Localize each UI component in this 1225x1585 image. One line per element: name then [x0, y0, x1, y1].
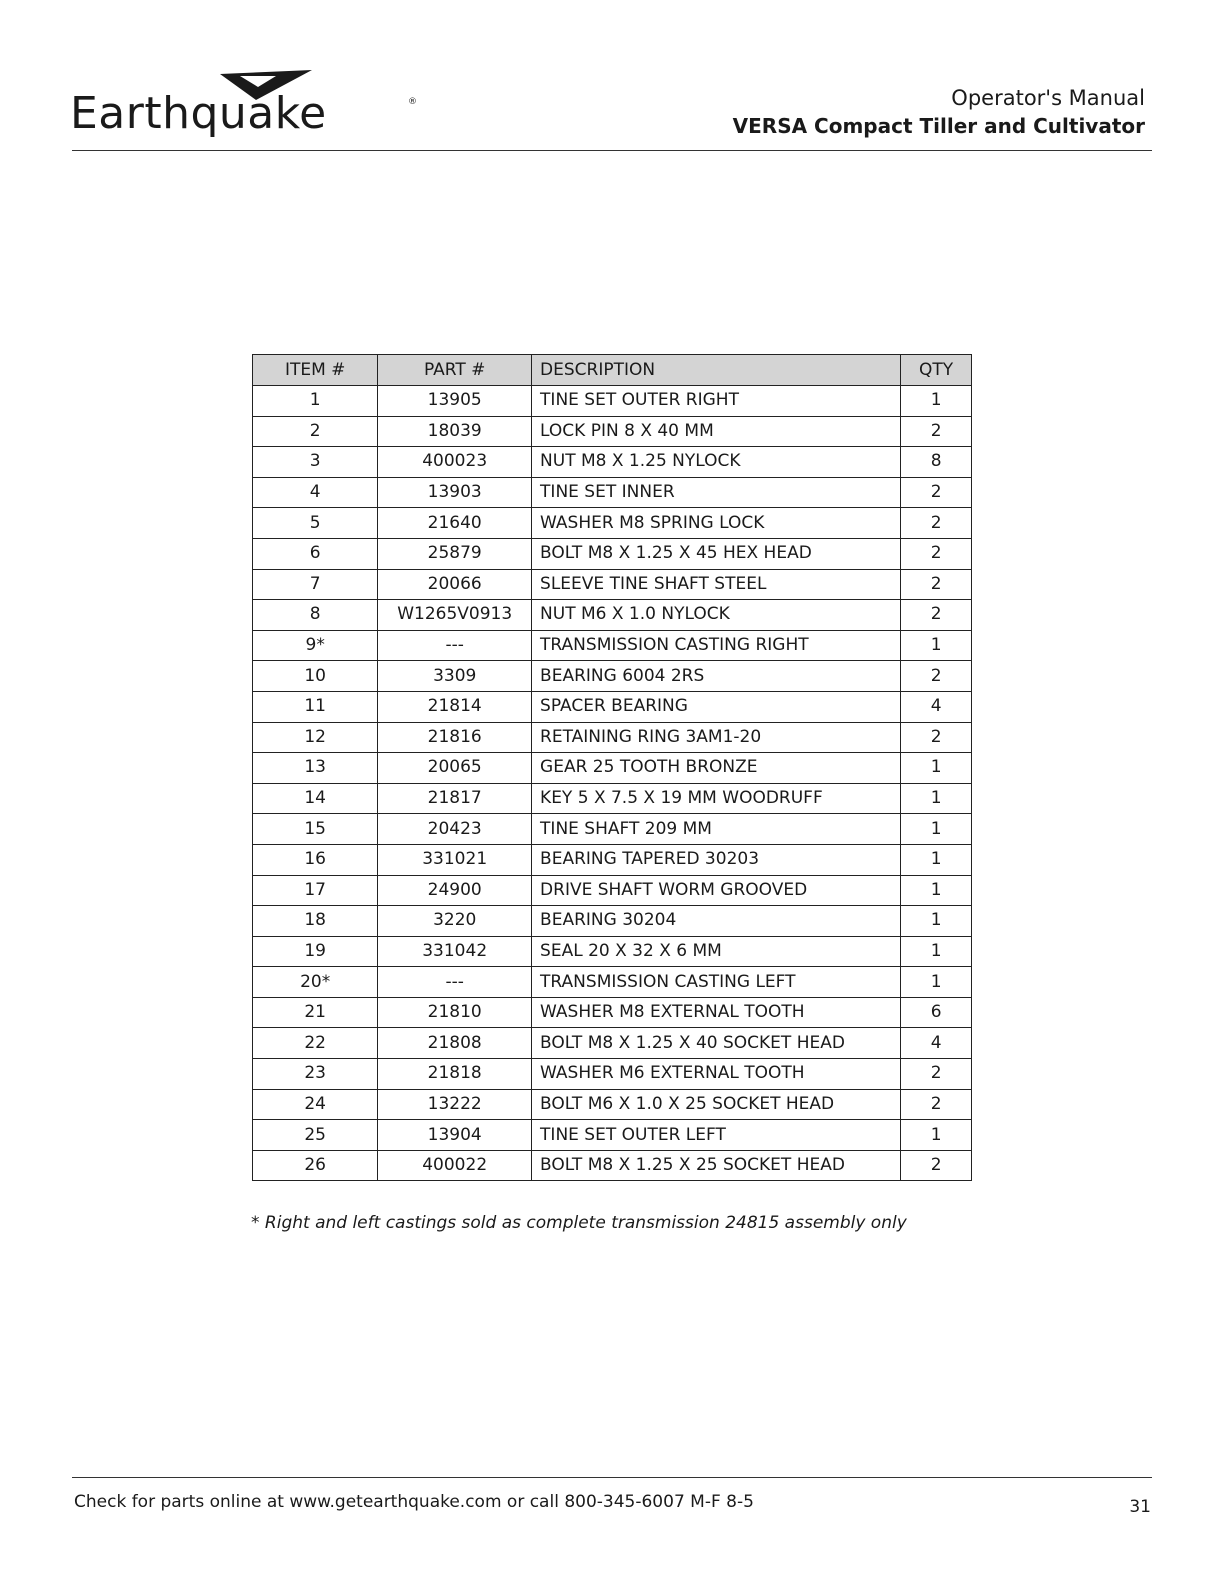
table-row	[253, 386, 972, 417]
part-number-cell: 13904	[378, 1120, 532, 1151]
header-item: ITEM #	[253, 355, 378, 386]
description-cell: NUT M8 X 1.25 NYLOCK	[532, 447, 901, 478]
table-row	[253, 875, 972, 906]
description-cell: BOLT M8 X 1.25 X 40 SOCKET HEAD	[532, 1028, 901, 1059]
description-cell: BOLT M6 X 1.0 X 25 SOCKET HEAD	[532, 1089, 901, 1120]
quantity-cell: 1	[901, 753, 972, 784]
table-row	[253, 416, 972, 447]
table-row	[253, 691, 972, 722]
description-cell: LOCK PIN 8 X 40 MM	[532, 416, 901, 447]
table-row	[253, 1059, 972, 1090]
part-number-cell: 25879	[378, 538, 532, 569]
quantity-cell: 2	[901, 1059, 972, 1090]
description-cell: TINE SET OUTER RIGHT	[532, 386, 901, 417]
table-row	[253, 936, 972, 967]
item-number-cell: 6	[253, 538, 378, 569]
item-number-cell: 3	[253, 447, 378, 478]
quantity-cell: 2	[901, 1089, 972, 1120]
description-cell: BEARING 6004 2RS	[532, 661, 901, 692]
part-number-cell: 21814	[378, 691, 532, 722]
description-cell: SLEEVE TINE SHAFT STEEL	[532, 569, 901, 600]
item-number-cell: 1	[253, 386, 378, 417]
description-cell: SPACER BEARING	[532, 691, 901, 722]
part-number-cell: ---	[378, 630, 532, 661]
part-number-cell: 13903	[378, 477, 532, 508]
quantity-cell: 2	[901, 508, 972, 539]
quantity-cell: 2	[901, 661, 972, 692]
part-number-cell: ---	[378, 967, 532, 998]
item-number-cell: 5	[253, 508, 378, 539]
quantity-cell: 2	[901, 600, 972, 631]
quantity-cell: 2	[901, 569, 972, 600]
item-number-cell: 23	[253, 1059, 378, 1090]
header-description: DESCRIPTION	[532, 355, 901, 386]
quantity-cell: 4	[901, 691, 972, 722]
description-cell: BEARING TAPERED 30203	[532, 844, 901, 875]
description-cell: BOLT M8 X 1.25 X 25 SOCKET HEAD	[532, 1150, 901, 1181]
item-number-cell: 12	[253, 722, 378, 753]
item-number-cell: 15	[253, 814, 378, 845]
description-cell: WASHER M8 EXTERNAL TOOTH	[532, 997, 901, 1028]
quantity-cell: 1	[901, 906, 972, 937]
item-number-cell: 14	[253, 783, 378, 814]
table-row	[253, 814, 972, 845]
quantity-cell: 2	[901, 538, 972, 569]
description-cell: WASHER M6 EXTERNAL TOOTH	[532, 1059, 901, 1090]
part-number-cell: 400023	[378, 447, 532, 478]
quantity-cell: 1	[901, 936, 972, 967]
table-row	[253, 600, 972, 631]
part-number-cell: 13905	[378, 386, 532, 417]
part-number-cell: 3220	[378, 906, 532, 937]
table-row	[253, 722, 972, 753]
item-number-cell: 25	[253, 1120, 378, 1151]
parts-table	[252, 354, 972, 1181]
description-cell: DRIVE SHAFT WORM GROOVED	[532, 875, 901, 906]
footnote: * Right and left castings sold as complete transmission 24815 assembly only	[251, 1213, 907, 1233]
quantity-cell: 1	[901, 875, 972, 906]
quantity-cell: 1	[901, 386, 972, 417]
description-cell: GEAR 25 TOOTH BRONZE	[532, 753, 901, 784]
table-row	[253, 477, 972, 508]
item-number-cell: 21	[253, 997, 378, 1028]
quantity-cell: 2	[901, 477, 972, 508]
quantity-cell: 8	[901, 447, 972, 478]
item-number-cell: 8	[253, 600, 378, 631]
table-row	[253, 1028, 972, 1059]
item-number-cell: 9*	[253, 630, 378, 661]
item-number-cell: 26	[253, 1150, 378, 1181]
part-number-cell: W1265V0913	[378, 600, 532, 631]
part-number-cell: 21808	[378, 1028, 532, 1059]
part-number-cell: 331021	[378, 844, 532, 875]
page-number: 31	[1129, 1497, 1151, 1517]
part-number-cell: 20065	[378, 753, 532, 784]
item-number-cell: 18	[253, 906, 378, 937]
part-number-cell: 20423	[378, 814, 532, 845]
item-number-cell: 20*	[253, 967, 378, 998]
description-cell: SEAL 20 X 32 X 6 MM	[532, 936, 901, 967]
item-number-cell: 19	[253, 936, 378, 967]
description-cell: TINE SHAFT 209 MM	[532, 814, 901, 845]
parts-table-body	[253, 386, 972, 1181]
part-number-cell: 21640	[378, 508, 532, 539]
part-number-cell: 3309	[378, 661, 532, 692]
part-number-cell: 331042	[378, 936, 532, 967]
table-row	[253, 508, 972, 539]
description-cell: TINE SET INNER	[532, 477, 901, 508]
quantity-cell: 4	[901, 1028, 972, 1059]
quantity-cell: 2	[901, 722, 972, 753]
table-row	[253, 1089, 972, 1120]
part-number-cell: 18039	[378, 416, 532, 447]
part-number-cell: 20066	[378, 569, 532, 600]
description-cell: RETAINING RING 3AM1-20	[532, 722, 901, 753]
item-number-cell: 24	[253, 1089, 378, 1120]
footer-contact: Check for parts online at www.getearthquake.com or call 800-345-6007 M-F 8-5	[74, 1492, 754, 1512]
table-row	[253, 569, 972, 600]
description-cell: KEY 5 X 7.5 X 19 MM WOODRUFF	[532, 783, 901, 814]
quantity-cell: 1	[901, 630, 972, 661]
header-part: PART #	[378, 355, 532, 386]
header-divider	[72, 150, 1152, 151]
table-row	[253, 630, 972, 661]
quantity-cell: 6	[901, 997, 972, 1028]
table-header-row	[253, 355, 972, 386]
item-number-cell: 16	[253, 844, 378, 875]
description-cell: NUT M6 X 1.0 NYLOCK	[532, 600, 901, 631]
header-qty: QTY	[901, 355, 972, 386]
part-number-cell: 400022	[378, 1150, 532, 1181]
item-number-cell: 13	[253, 753, 378, 784]
item-number-cell: 11	[253, 691, 378, 722]
item-number-cell: 10	[253, 661, 378, 692]
item-number-cell: 4	[253, 477, 378, 508]
table-row	[253, 997, 972, 1028]
item-number-cell: 17	[253, 875, 378, 906]
table-row	[253, 967, 972, 998]
table-row	[253, 783, 972, 814]
table-row	[253, 447, 972, 478]
description-cell: TINE SET OUTER LEFT	[532, 1120, 901, 1151]
table-row	[253, 753, 972, 784]
brand-logo	[70, 68, 417, 148]
quantity-cell: 1	[901, 814, 972, 845]
part-number-cell: 21817	[378, 783, 532, 814]
part-number-cell: 21816	[378, 722, 532, 753]
description-cell: WASHER M8 SPRING LOCK	[532, 508, 901, 539]
quantity-cell: 1	[901, 783, 972, 814]
description-cell: TRANSMISSION CASTING RIGHT	[532, 630, 901, 661]
footer-divider	[72, 1477, 1152, 1478]
quantity-cell: 1	[901, 1120, 972, 1151]
item-number-cell: 7	[253, 569, 378, 600]
brand-name: Earthquake	[70, 88, 327, 139]
table-row	[253, 1150, 972, 1181]
table-row	[253, 906, 972, 937]
document-header	[733, 85, 1145, 141]
part-number-cell: 24900	[378, 875, 532, 906]
quantity-cell: 2	[901, 1150, 972, 1181]
part-number-cell: 21810	[378, 997, 532, 1028]
quantity-cell: 1	[901, 967, 972, 998]
table-row	[253, 538, 972, 569]
manual-title: Operator's Manual	[951, 86, 1145, 110]
description-cell: BEARING 30204	[532, 906, 901, 937]
quantity-cell: 2	[901, 416, 972, 447]
item-number-cell: 22	[253, 1028, 378, 1059]
product-title: VERSA Compact Tiller and Cultivator	[732, 114, 1145, 138]
description-cell: BOLT M8 X 1.25 X 45 HEX HEAD	[532, 538, 901, 569]
table-row	[253, 661, 972, 692]
table-row	[253, 1120, 972, 1151]
part-number-cell: 13222	[378, 1089, 532, 1120]
quantity-cell: 1	[901, 844, 972, 875]
part-number-cell: 21818	[378, 1059, 532, 1090]
registered-mark: ®	[408, 97, 417, 107]
description-cell: TRANSMISSION CASTING LEFT	[532, 967, 901, 998]
item-number-cell: 2	[253, 416, 378, 447]
table-row	[253, 844, 972, 875]
